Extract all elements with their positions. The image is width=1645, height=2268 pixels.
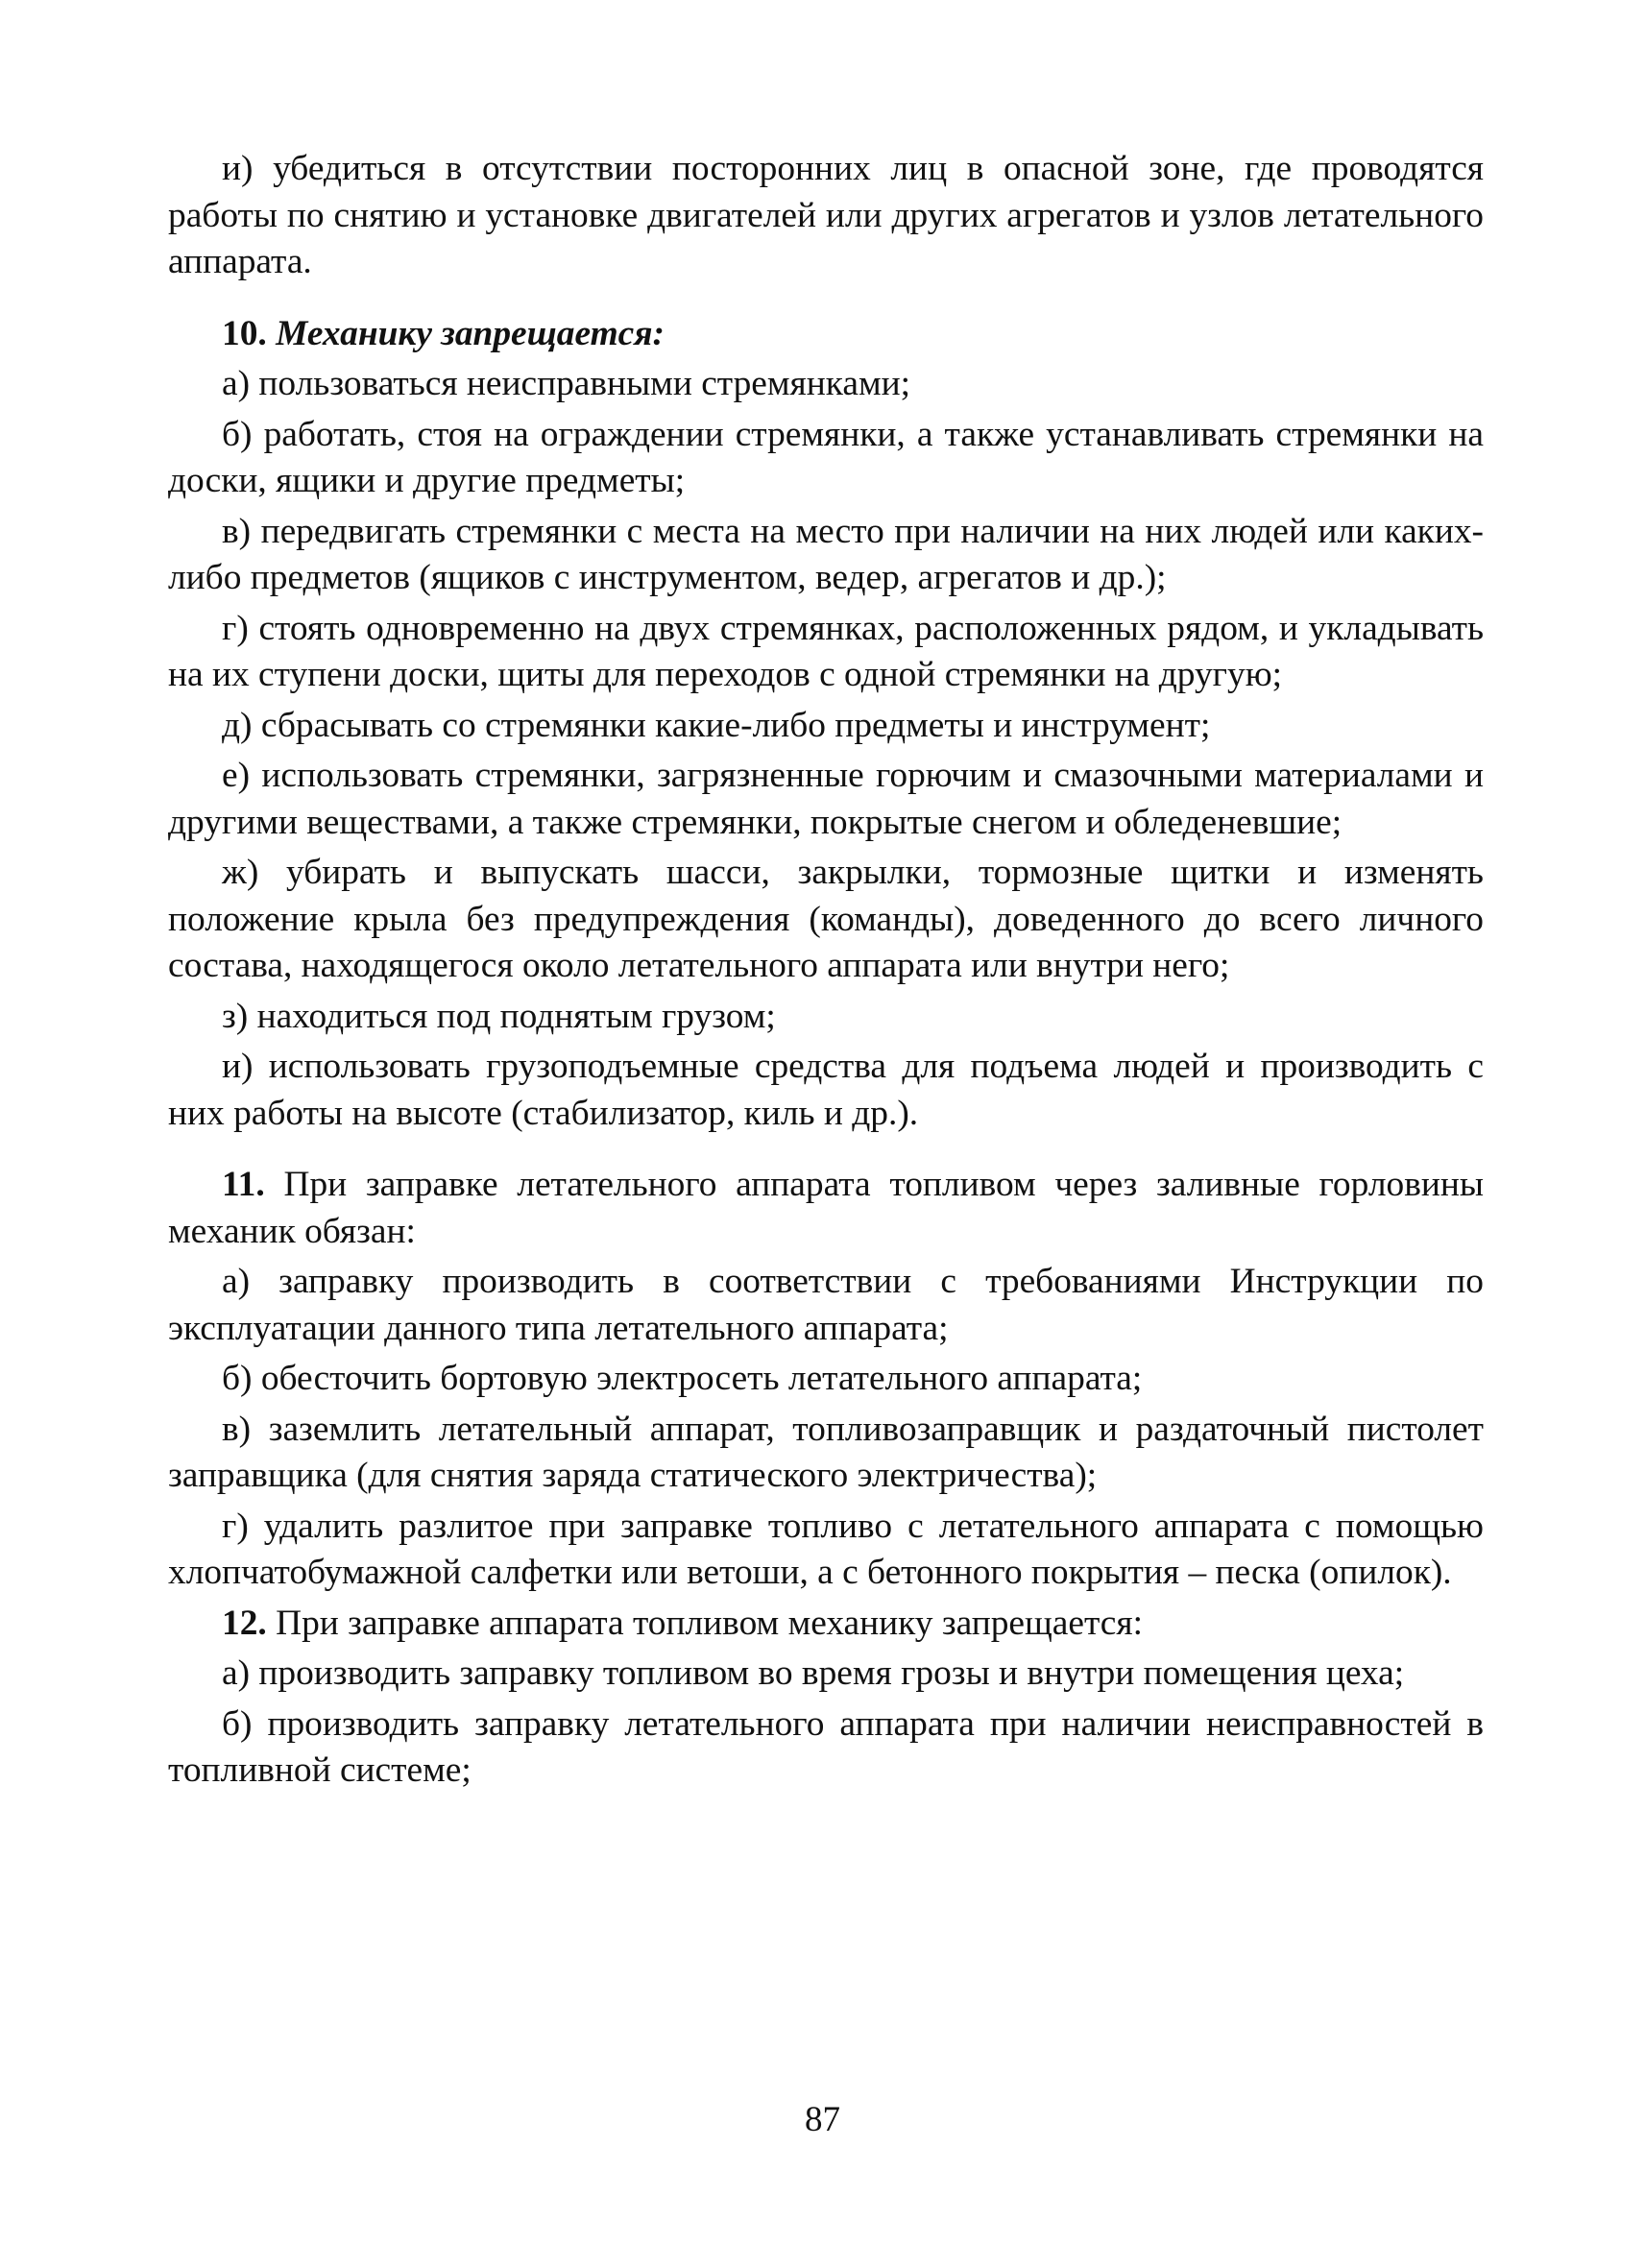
section-heading-text: Механику запрещается:	[276, 313, 665, 353]
list-item: б) работать, стоя на ограждении стремянки, а также устанавливать стремянки на доски, ящики и другие предметы;	[168, 414, 1484, 500]
section-intro-text: При заправке аппарата топливом механику запрещается:	[276, 1603, 1143, 1643]
list-item: а) заправку производить в соответствии с требованиями Инструкции по эксплуатации данного типа летательного аппарата;	[168, 1262, 1484, 1348]
list-item: а) производить заправку топливом во время грозы и внутри помещения цеха;	[222, 1653, 1405, 1693]
section-12-intro	[168, 1601, 1484, 1648]
list-item: в) заземлить летательный аппарат, топливозаправщик и раздаточный пистолет заправщика (для снятия заряда статического электричества);	[168, 1409, 1484, 1495]
section-10-heading	[168, 311, 1484, 358]
section-11-intro	[168, 1162, 1484, 1255]
page-number: 87	[805, 2100, 840, 2139]
list-item: г) удалить разлитое при заправке топливо с летательного аппарата с помощью хлопчатобумажной салфетки или ветоши, а с бетонного покрытия – песка (опилок).	[168, 1506, 1484, 1592]
list-item: д) сбрасывать со стремянки какие-либо предметы и инструмент;	[222, 705, 1211, 745]
list-item: б) производить заправку летательного аппарата при наличии неисправностей в топливной системе;	[168, 1703, 1484, 1790]
list-item: и) использовать грузоподъемные средства для подъема людей и производить с них работы на высоте (стабилизатор, киль и др.).	[168, 1047, 1484, 1133]
list-item: в) передвигать стремянки с места на место при наличии на них людей или каких-либо предметов (ящиков с инструментом, ведер, агрегатов и др.);	[168, 511, 1484, 597]
section-12-list	[168, 1651, 1484, 1795]
list-item: б) обесточить бортовую электросеть летательного аппарата;	[222, 1359, 1143, 1398]
section-11-list	[168, 1259, 1484, 1597]
list-item: е) использовать стремянки, загрязненные горючим и смазочными материалами и другими веществами, а также стремянки, покрытые снегом и обледеневшие;	[168, 756, 1484, 842]
section-intro-text: При заправке летательного аппарата топливом через заливные горловины механик обязан:	[168, 1165, 1484, 1251]
list-item: з) находиться под поднятым грузом;	[222, 996, 776, 1036]
list-item: ж) убирать и выпускать шасси, закрылки, тормозные щитки и изменять положение крыла без предупреждения (команды), доведенного до всего личного состава, находящегося около летательного аппарата или внутри него;	[168, 853, 1484, 985]
list-item: г) стоять одновременно на двух стремянках, расположенных рядом, и укладывать на их ступени доски, щиты для переходов с одной стремянки на другую;	[168, 608, 1484, 694]
paragraph-item-i-top: и) убедиться в отсутствии посторонних лиц в опасной зоне, где проводятся работы по снятию и установке двигателей или других агрегатов и узлов летательного аппарата.	[168, 149, 1484, 281]
section-number: 12.	[222, 1603, 267, 1643]
page-body	[168, 146, 1484, 1795]
section-number: 11.	[222, 1165, 265, 1204]
list-item: а) пользоваться неисправными стремянками;	[222, 364, 911, 403]
section-10-list	[168, 361, 1484, 1137]
section-number: 10.	[222, 313, 267, 353]
